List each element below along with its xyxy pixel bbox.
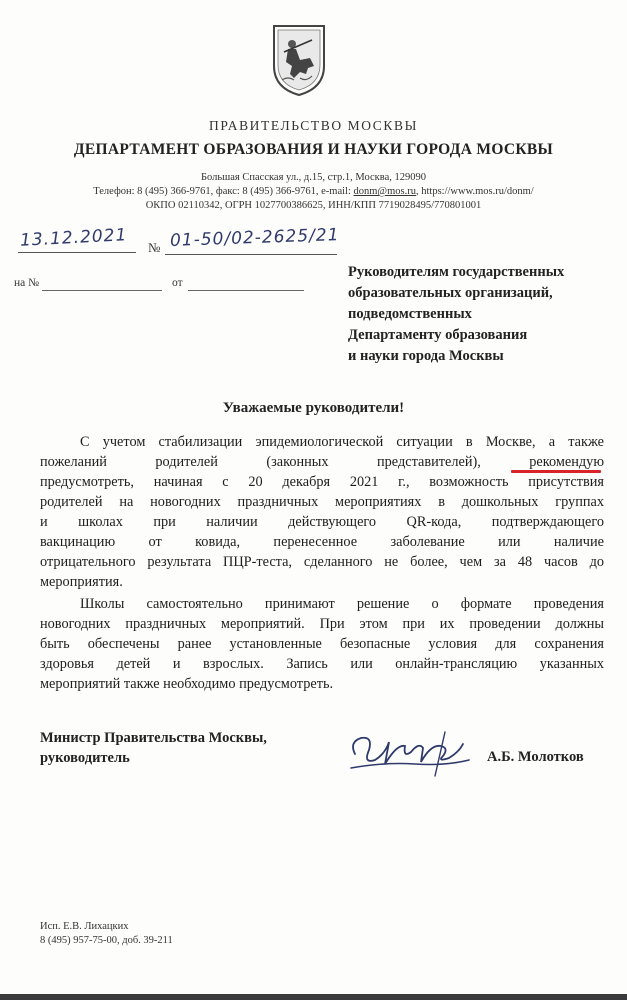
reply-to-label: на №	[14, 277, 40, 289]
reply-from-line	[188, 290, 304, 291]
paragraph-line: здоровья детей и взрослых. Запись или онлайн-трансляцию указанных	[40, 656, 604, 672]
number-mark: №	[148, 240, 161, 255]
signatory-title-line: руководитель	[40, 750, 130, 766]
government-name: ПРАВИТЕЛЬСТВО МОСКВЫ	[208, 118, 418, 133]
registration-number: 01-50/02-2625/21	[169, 225, 340, 251]
paragraph-line: и школах при наличии действующего QR-кода, подтверждающего	[40, 514, 604, 530]
contacts-prefix: Телефон: 8 (495) 366-9761, факс: 8 (495) 366-9761, e-mail:	[93, 186, 354, 197]
paragraph-line: пожеланий родителей (законных представителей), рекомендую	[40, 454, 604, 470]
paragraph-line: мероприятия.	[40, 574, 123, 590]
paragraph-line: Школы самостоятельно принимают решение о формате проведения	[80, 596, 604, 612]
paragraph-line: новогодних праздничных мероприятий. При этом при их проведении должны	[40, 616, 604, 632]
paragraph-line: вакцинацию от ковида, перенесенное заболевание или наличие	[40, 534, 604, 550]
department-name: ДЕПАРТАМЕНТ ОБРАЗОВАНИЯ И НАУКИ ГОРОДА МОСКВЫ	[73, 141, 554, 158]
executor-phone: 8 (495) 957-75-00, доб. 39-211	[40, 935, 173, 946]
addressee-line: и науки города Москвы	[348, 348, 504, 364]
signatory-name: А.Б. Молотков	[487, 749, 584, 765]
signatory-title-line: Министр Правительства Москвы,	[40, 730, 267, 746]
addressee-line: образовательных организаций,	[348, 285, 553, 301]
addressee-line: подведомственных	[348, 306, 472, 322]
department-address: Большая Спасская ул., д.15, стр.1, Москва, 129090	[201, 172, 426, 183]
body-paragraph-1	[40, 432, 604, 592]
body-paragraph-2	[40, 594, 604, 694]
paragraph-line: отрицательного результата ПЦР-теста, сделанного не более, чем за 48 часов до	[40, 554, 604, 570]
paragraph-line: родителей на новогодних праздничных мероприятиях в дошкольных группах	[40, 494, 604, 510]
addressee-block	[348, 262, 618, 367]
greeting: Уважаемые руководители!	[222, 400, 405, 416]
paragraph-line: мероприятий также необходимо предусмотреть.	[40, 676, 334, 692]
paragraph-line: С учетом стабилизации эпидемиологической ситуации в Москве, а также	[80, 434, 604, 450]
executor-block	[40, 920, 173, 948]
highlight-underline	[511, 470, 601, 473]
screen-bottom-bar	[0, 994, 627, 1000]
email-link[interactable]: donm@mos.ru	[353, 186, 416, 197]
moscow-coat-of-arms-icon	[270, 22, 328, 98]
paragraph-line: предусмотреть, начиная с 20 декабря 2021 г., возможность присутствия	[40, 474, 604, 490]
paragraph-line: быть обеспечены ранее установленные безопасные условия для сохранения	[40, 636, 604, 652]
number-underline	[165, 254, 337, 255]
executor-name: Исп. Е.В. Лихацких	[40, 921, 129, 932]
handwritten-signature	[345, 724, 475, 784]
contacts-suffix: , https://www.mos.ru/donm/	[415, 186, 534, 197]
reply-to-line	[42, 290, 162, 291]
reply-from-label: от	[172, 277, 183, 289]
department-contacts	[0, 186, 627, 197]
addressee-line: Руководителям государственных	[348, 264, 565, 280]
signatory-title	[40, 728, 267, 768]
date-underline	[18, 252, 136, 253]
department-identifiers: ОКПО 02110342, ОГРН 1027700386625, ИНН/КПП 7719028495/770801001	[145, 200, 482, 211]
registration-date: 13.12.2021	[19, 225, 128, 251]
addressee-line: Департаменту образования	[348, 327, 528, 343]
